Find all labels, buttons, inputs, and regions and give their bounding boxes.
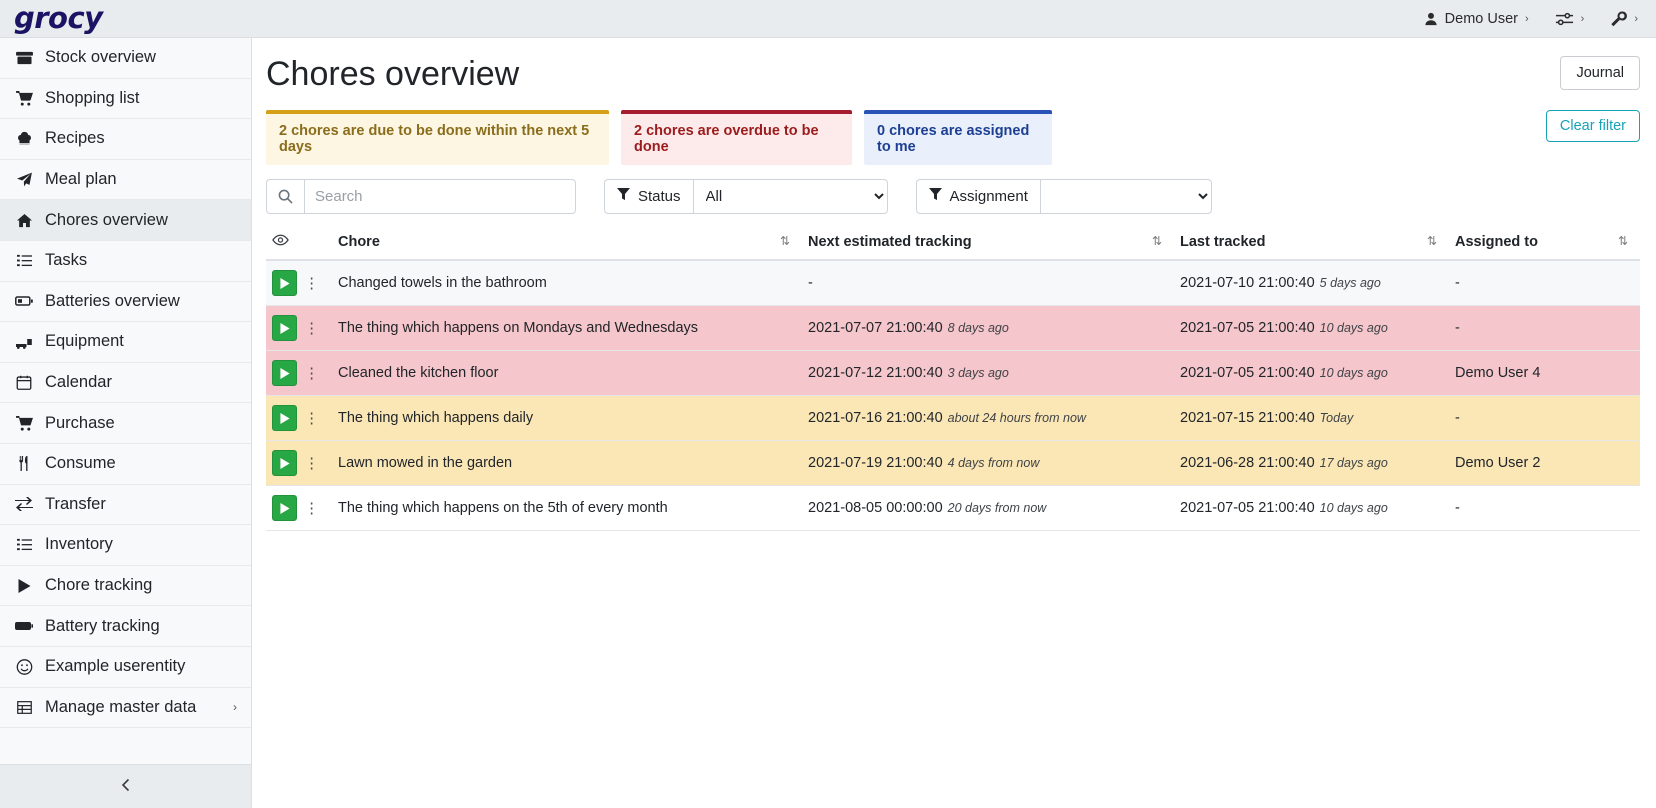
sidebar-item-label: Purchase <box>45 413 115 432</box>
search-icon <box>266 179 304 214</box>
sidebar-item-battery-tracking[interactable] <box>0 606 251 647</box>
next-tracking-date: 2021-07-19 21:00:40 <box>808 455 943 472</box>
column-header-next-label: Next estimated tracking <box>808 234 972 251</box>
table-icon <box>14 700 34 715</box>
last-tracked-cell <box>1174 260 1449 306</box>
sidebar-item-label: Recipes <box>45 129 105 148</box>
inventory-icon <box>14 537 34 552</box>
utensils-icon <box>14 456 34 471</box>
next-tracking-date: 2021-07-16 21:00:40 <box>808 410 943 427</box>
sidebar-item-consume[interactable] <box>0 444 251 485</box>
column-header-assigned-label: Assigned to <box>1455 234 1538 251</box>
paperplane-icon <box>14 172 34 187</box>
row-menu-button[interactable]: ⋮ <box>297 360 326 386</box>
row-menu-button[interactable]: ⋮ <box>297 405 326 431</box>
status-card-assigned[interactable]: 0 chores are assigned to me <box>864 110 1052 165</box>
next-tracking-date: 2021-07-07 21:00:40 <box>808 320 943 337</box>
status-cards <box>266 110 1640 165</box>
chores-table-body <box>266 260 1640 531</box>
battery-half-icon <box>14 619 34 633</box>
sidebar-collapse-toggle[interactable] <box>0 764 251 808</box>
chevron-right-icon: › <box>233 700 237 715</box>
sidebar-item-manage-master-data[interactable] <box>0 688 251 729</box>
sidebar-item-label: Consume <box>45 454 116 473</box>
chores-table-head <box>266 228 1640 260</box>
brand-logo[interactable] <box>0 1 252 35</box>
chore-name-cell: The thing which happens on the 5th of every month <box>332 486 802 531</box>
chef-icon <box>14 131 34 146</box>
chevron-right-icon: › <box>1524 12 1529 25</box>
box-icon <box>14 50 34 65</box>
sidebar-item-label: Batteries overview <box>45 291 180 310</box>
last-tracked-cell <box>1174 306 1449 351</box>
chore-name-cell: Changed towels in the bathroom <box>332 260 802 306</box>
sidebar-item-label: Equipment <box>45 332 124 351</box>
user-menu[interactable] <box>1424 11 1529 27</box>
row-menu-button[interactable]: ⋮ <box>297 450 326 476</box>
last-tracked-relative: 5 days ago <box>1319 276 1381 291</box>
user-icon <box>1424 12 1438 26</box>
last-tracked-date: 2021-06-28 21:00:40 <box>1180 455 1315 472</box>
status-filter-group <box>604 179 888 214</box>
table-row[interactable] <box>266 486 1640 531</box>
sidebar-item-example-userentity[interactable] <box>0 647 251 688</box>
eye-icon[interactable] <box>272 234 289 250</box>
sidebar-item-inventory[interactable] <box>0 525 251 566</box>
assignment-select[interactable] <box>1040 179 1212 214</box>
journal-button[interactable]: Journal <box>1560 56 1640 90</box>
sidebar-item-equipment[interactable] <box>0 322 251 363</box>
top-bar <box>0 0 1656 38</box>
sidebar-item-label: Tasks <box>45 251 88 270</box>
sidebar-item-label: Transfer <box>45 494 106 513</box>
exchange-icon <box>14 497 34 511</box>
brand-text: grocy <box>14 1 103 35</box>
last-tracked-cell <box>1174 486 1449 531</box>
last-tracked-cell <box>1174 351 1449 396</box>
next-tracking-relative: 3 days ago <box>947 366 1009 381</box>
page-title: Chores overview <box>266 55 520 93</box>
assignment-filter-group <box>916 179 1212 214</box>
sidebar-item-label: Manage master data <box>45 697 197 716</box>
last-tracked-relative: 17 days ago <box>1319 456 1388 471</box>
sidebar-nav <box>0 38 251 728</box>
search-group <box>266 179 576 214</box>
chore-name-cell: Cleaned the kitchen floor <box>332 351 802 396</box>
column-header-last-label: Last tracked <box>1180 234 1266 251</box>
last-tracked-date: 2021-07-05 21:00:40 <box>1180 500 1315 517</box>
filter-icon <box>617 188 630 205</box>
cart-icon <box>14 91 34 106</box>
sidebar-item-stock-overview[interactable] <box>0 38 251 79</box>
last-tracked-date: 2021-07-10 21:00:40 <box>1180 275 1315 292</box>
table-row[interactable] <box>266 396 1640 441</box>
chore-name-cell: Lawn mowed in the garden <box>332 441 802 486</box>
track-chore-button[interactable] <box>272 405 297 431</box>
row-actions-cell <box>266 351 332 396</box>
sidebar-item-label: Stock overview <box>45 48 156 67</box>
row-actions-cell <box>266 486 332 531</box>
status-card-due[interactable]: 2 chores are due to be done within the next 5 days <box>266 110 609 165</box>
row-actions-cell <box>266 441 332 486</box>
top-bar-actions <box>1424 11 1656 27</box>
sidebar-item-transfer[interactable] <box>0 485 251 526</box>
sidebar-item-label: Meal plan <box>45 170 117 189</box>
assignment-label-text: Assignment <box>949 188 1028 206</box>
home-icon <box>14 213 34 228</box>
battery-icon <box>14 294 34 308</box>
next-tracking-relative: 20 days from now <box>947 501 1047 516</box>
next-tracking-date: - <box>808 275 813 292</box>
next-tracking-relative: 8 days ago <box>947 321 1009 336</box>
table-row[interactable] <box>266 306 1640 351</box>
status-select[interactable] <box>693 179 888 214</box>
assigned-to-cell: - <box>1449 396 1640 441</box>
sidebar-item-label: Inventory <box>45 535 113 554</box>
play-icon <box>14 579 34 593</box>
chore-name-cell: The thing which happens on Mondays and Wednesdays <box>332 306 802 351</box>
sidebar-item-label: Battery tracking <box>45 616 160 635</box>
sidebar-item-tasks[interactable] <box>0 241 251 282</box>
main-content <box>252 38 1656 808</box>
assigned-to-cell: - <box>1449 306 1640 351</box>
search-input[interactable] <box>304 179 576 214</box>
status-filter-label <box>604 179 693 214</box>
cart-plus-icon <box>14 416 34 431</box>
row-menu-button[interactable]: ⋮ <box>297 495 326 521</box>
last-tracked-cell <box>1174 396 1449 441</box>
sidebar-item-purchase[interactable] <box>0 403 251 444</box>
row-menu-button[interactable]: ⋮ <box>297 270 326 296</box>
sidebar-item-calendar[interactable] <box>0 363 251 404</box>
sidebar <box>0 38 252 808</box>
page-header <box>266 56 1640 93</box>
sort-icon[interactable]: ⇅ <box>1151 234 1162 249</box>
column-header-chore-label: Chore <box>338 234 380 251</box>
status-label-text: Status <box>638 188 681 206</box>
last-tracked-relative: 10 days ago <box>1319 321 1388 336</box>
sidebar-item-label: Chores overview <box>45 210 168 229</box>
next-tracking-date: 2021-07-12 21:00:40 <box>808 365 943 382</box>
next-tracking-cell <box>802 486 1174 531</box>
chore-name-cell: The thing which happens daily <box>332 396 802 441</box>
last-tracked-relative: Today <box>1319 411 1354 426</box>
sidebar-item-batteries-overview[interactable] <box>0 282 251 323</box>
assigned-to-cell: - <box>1449 486 1640 531</box>
sidebar-item-chore-tracking[interactable] <box>0 566 251 607</box>
sidebar-item-meal-plan[interactable] <box>0 160 251 201</box>
wrench-icon <box>1610 11 1627 27</box>
table-header-row <box>266 228 1640 260</box>
sort-icon[interactable]: ⇅ <box>1426 234 1437 249</box>
assigned-to-cell: Demo User 4 <box>1449 351 1640 396</box>
track-chore-button[interactable] <box>272 450 297 476</box>
chevron-left-icon <box>120 778 132 796</box>
sidebar-item-label: Chore tracking <box>45 576 153 595</box>
last-tracked-date: 2021-07-05 21:00:40 <box>1180 320 1315 337</box>
last-tracked-date: 2021-07-05 21:00:40 <box>1180 365 1315 382</box>
tools-menu[interactable] <box>1610 11 1638 27</box>
last-tracked-relative: 10 days ago <box>1319 366 1388 381</box>
row-menu-button[interactable]: ⋮ <box>297 315 326 341</box>
last-tracked-cell <box>1174 441 1449 486</box>
column-header-next-tracking[interactable] <box>802 228 1174 260</box>
sort-icon[interactable]: ⇅ <box>1617 234 1628 249</box>
sidebar-item-label: Calendar <box>45 373 112 392</box>
last-tracked-relative: 10 days ago <box>1319 501 1388 516</box>
assigned-to-cell: - <box>1449 260 1640 306</box>
chevron-right-icon: › <box>1580 12 1585 25</box>
clear-filter-button[interactable]: Clear filter <box>1546 110 1640 142</box>
assigned-to-cell: Demo User 2 <box>1449 441 1640 486</box>
column-header-assigned-to[interactable] <box>1449 228 1640 260</box>
chevron-right-icon: › <box>1634 12 1638 25</box>
next-tracking-date: 2021-08-05 00:00:00 <box>808 500 943 517</box>
sliders-icon <box>1555 12 1574 26</box>
filter-icon <box>929 188 942 205</box>
next-tracking-cell <box>802 306 1174 351</box>
row-actions-cell <box>266 260 332 306</box>
calendar-icon <box>14 375 34 390</box>
last-tracked-date: 2021-07-15 21:00:40 <box>1180 410 1315 427</box>
status-card-overdue[interactable]: 2 chores are overdue to be done <box>621 110 852 165</box>
settings-menu[interactable] <box>1555 12 1585 26</box>
table-row[interactable] <box>266 351 1640 396</box>
sidebar-item-shopping-list[interactable] <box>0 79 251 120</box>
smiley-icon <box>14 659 34 675</box>
table-row[interactable] <box>266 260 1640 306</box>
next-tracking-relative: 4 days from now <box>947 456 1040 471</box>
sidebar-item-recipes[interactable] <box>0 119 251 160</box>
user-name: Demo User <box>1444 10 1518 27</box>
next-tracking-cell <box>802 260 1174 306</box>
track-chore-button[interactable] <box>272 360 297 386</box>
column-header-actions <box>266 228 332 260</box>
row-actions-cell <box>266 396 332 441</box>
next-tracking-relative <box>813 276 818 290</box>
track-chore-button[interactable] <box>272 495 297 521</box>
column-header-last-tracked[interactable] <box>1174 228 1449 260</box>
next-tracking-cell <box>802 441 1174 486</box>
table-row[interactable] <box>266 441 1640 486</box>
track-chore-button[interactable] <box>272 270 297 296</box>
sidebar-item-label: Example userentity <box>45 657 186 676</box>
assignment-filter-label <box>916 179 1040 214</box>
equipment-icon <box>14 335 34 349</box>
track-chore-button[interactable] <box>272 315 297 341</box>
column-header-chore[interactable] <box>332 228 802 260</box>
sidebar-item-chores-overview[interactable] <box>0 200 251 241</box>
chores-table <box>266 228 1640 531</box>
next-tracking-cell <box>802 351 1174 396</box>
row-actions-cell <box>266 306 332 351</box>
next-tracking-relative: about 24 hours from now <box>947 411 1086 426</box>
sort-icon[interactable]: ⇅ <box>779 234 790 249</box>
sidebar-item-label: Shopping list <box>45 88 140 107</box>
filter-bar <box>266 179 1640 214</box>
list-icon <box>14 253 34 268</box>
next-tracking-cell <box>802 396 1174 441</box>
